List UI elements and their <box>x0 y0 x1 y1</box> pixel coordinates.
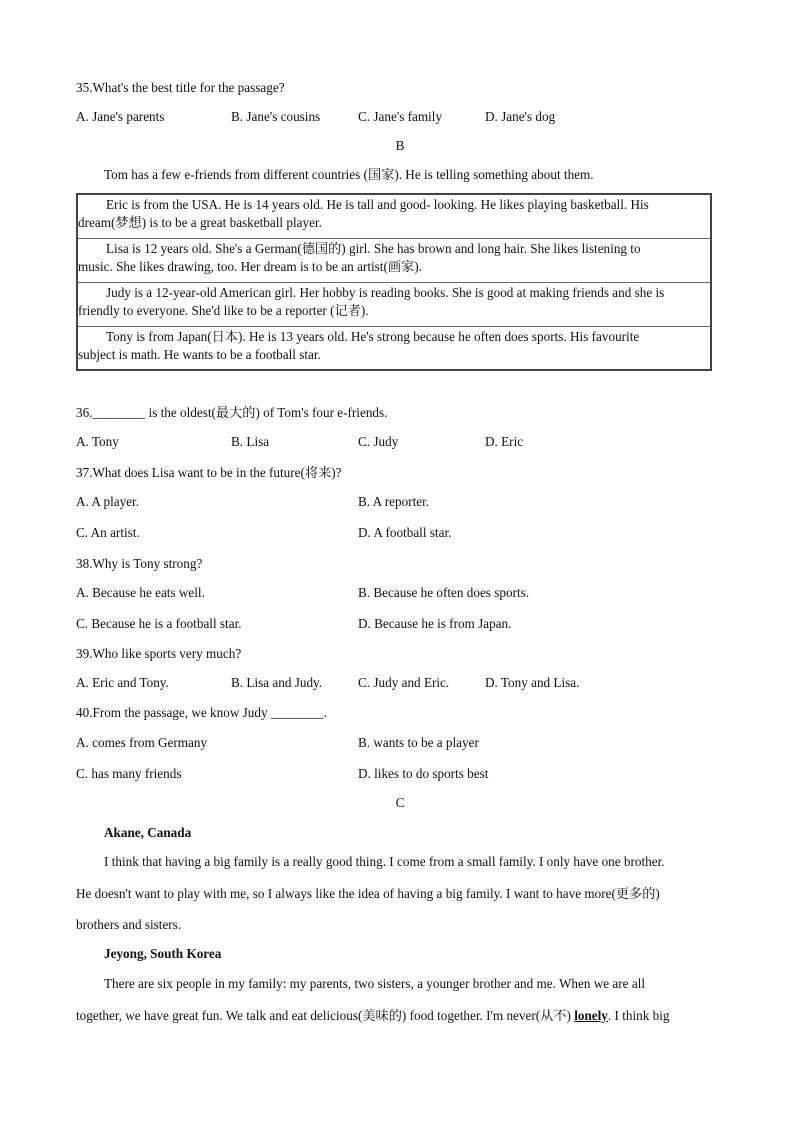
paragraph-line: I think that having a big family is a really good thing. I come from a small family. I only have one brother. <box>104 854 665 869</box>
q35-option-b: B. Jane's cousins <box>231 109 321 124</box>
q40-option-b: B. wants to be a player <box>358 735 479 750</box>
q40-stem: 40.From the passage, we know Judy ________. <box>76 705 327 720</box>
e-friends-table <box>76 193 712 371</box>
q38-stem: 38.Why is Tony strong? <box>76 556 203 571</box>
jeyong-paragraph <box>76 968 724 1031</box>
e-friend-judy <box>78 283 710 327</box>
cell-line: dream(梦想) is to be a great basketball player. <box>78 214 322 230</box>
q36-option-a: A. Tony <box>76 434 119 449</box>
q38-option-d: D. Because he is from Japan. <box>358 616 512 631</box>
q39-stem: 39.Who like sports very much? <box>76 646 242 661</box>
cell-line: friendly to everyone. She'd like to be a reporter (记者). <box>78 302 369 318</box>
q38-option-b: B. Because he often does sports. <box>358 585 530 600</box>
paragraph-line <box>76 1000 724 1032</box>
speaker-akane: Akane, Canada <box>104 825 192 840</box>
q36-option-c: C. Judy <box>358 434 399 449</box>
e-friend-tony <box>78 327 710 369</box>
cell-line: Lisa is 12 years old. She's a German(德国的) girl. She has brown and long hair. She likes listening to <box>106 241 641 256</box>
q39-option-b: B. Lisa and Judy. <box>231 675 323 690</box>
q39-option-c: C. Judy and Eric. <box>358 675 450 690</box>
q40-option-d: D. likes to do sports best <box>358 766 489 781</box>
cell-line: subject is math. He wants to be a football star. <box>78 346 321 362</box>
speaker-jeyong: Jeyong, South Korea <box>104 946 222 961</box>
q37-option-c: C. An artist. <box>76 525 140 540</box>
q37-option-a: A. A player. <box>76 494 139 509</box>
text-segment: together, we have great fun. We talk and eat delicious(美味的) food together. I'm never(从不) <box>76 1007 575 1023</box>
underlined-word: lonely <box>574 1007 608 1023</box>
q38-option-a: A. Because he eats well. <box>76 585 205 600</box>
e-friend-lisa <box>78 239 710 283</box>
q37-option-d: D. A football star. <box>358 525 452 540</box>
paragraph-line: There are six people in my family: my parents, two sisters, a younger brother and me. When we are all <box>104 976 646 991</box>
section-b-intro: Tom has a few e-friends from different countries (国家). He is telling something about them. <box>104 167 594 182</box>
cell-line: Tony is from Japan(日本). He is 13 years old. He's strong because he often does sports. His favourite <box>106 329 640 344</box>
cell-line: Judy is a 12-year-old American girl. Her hobby is reading books. She is good at making friends and she is <box>106 285 665 300</box>
q36-option-d: D. Eric <box>485 434 524 449</box>
q37-option-b: B. A reporter. <box>358 494 430 509</box>
paragraph-line: He doesn't want to play with me, so I always like the idea of having a big family. I want to have more(更多的) <box>76 885 660 901</box>
q40-option-a: A. comes from Germany <box>76 735 208 750</box>
q38-option-c: C. Because he is a football star. <box>76 616 242 631</box>
section-c-label: C <box>395 795 405 810</box>
q35-stem: 35.What's the best title for the passage? <box>76 80 285 95</box>
cell-line: Eric is from the USA. He is 14 years old. He is tall and good- looking. He likes playing basketball. His <box>106 197 649 212</box>
e-friend-eric <box>78 195 710 239</box>
q36-option-b: B. Lisa <box>231 434 270 449</box>
akane-paragraph <box>76 846 724 941</box>
q36-stem: 36.________ is the oldest(最大的) of Tom's four e-friends. <box>76 405 388 420</box>
q35-option-d: D. Jane's dog <box>485 109 556 124</box>
text-segment: . I think big <box>607 1007 670 1023</box>
q39-option-a: A. Eric and Tony. <box>76 675 169 690</box>
q39-option-d: D. Tony and Lisa. <box>485 675 580 690</box>
q37-stem: 37.What does Lisa want to be in the future(将来)? <box>76 465 342 480</box>
q40-option-c: C. has many friends <box>76 766 182 781</box>
q35-option-c: C. Jane's family <box>358 109 443 124</box>
paragraph-line: brothers and sisters. <box>76 917 182 932</box>
cell-line: music. She likes drawing, too. Her dream is to be an artist(画家). <box>78 258 422 274</box>
section-b-label: B <box>395 138 405 153</box>
q35-option-a: A. Jane's parents <box>76 109 165 124</box>
